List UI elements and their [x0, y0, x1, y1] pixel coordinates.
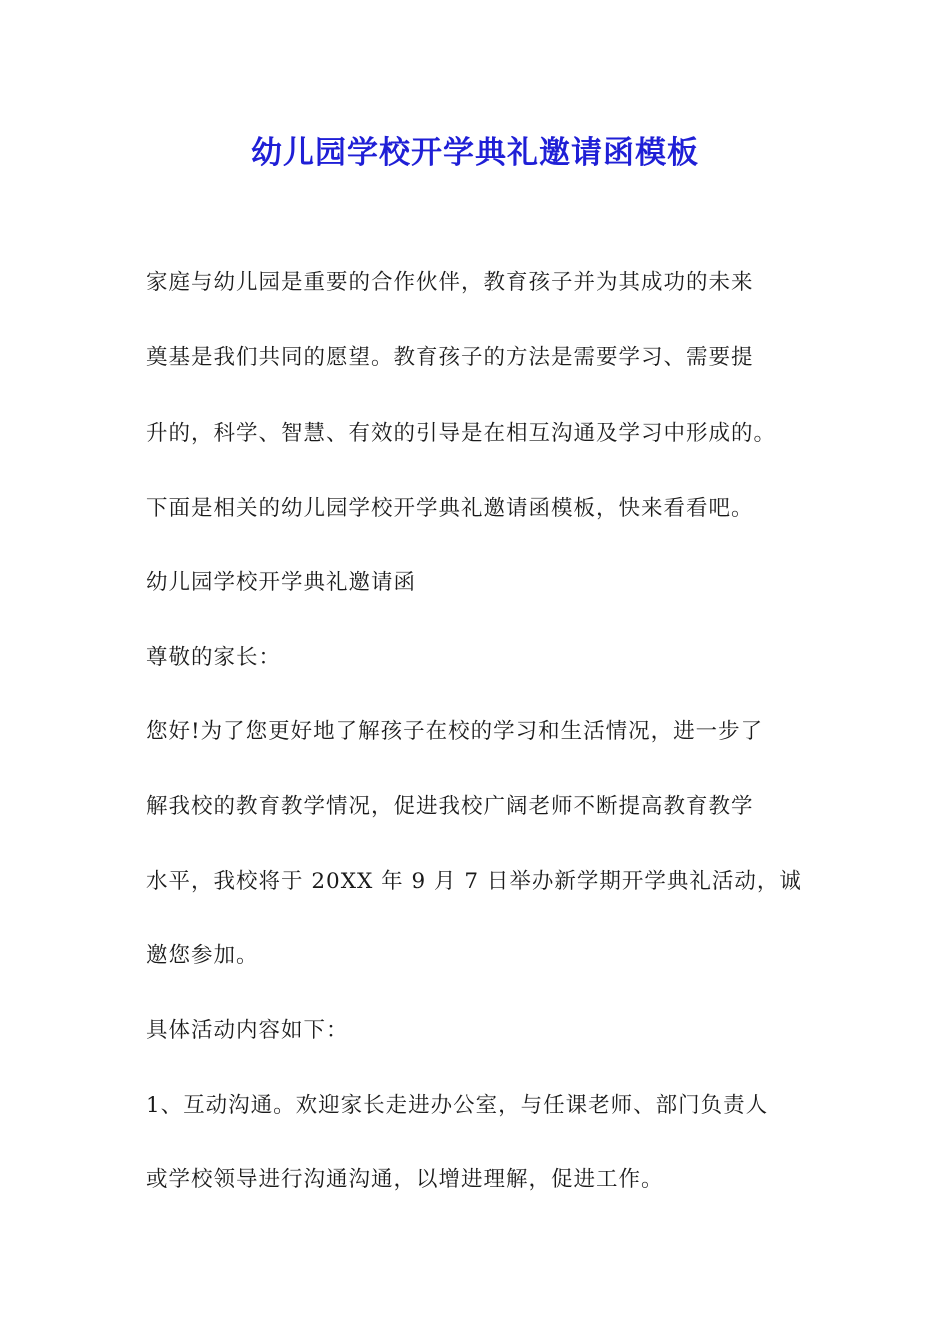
- salutation: 尊敬的家长：: [146, 645, 282, 670]
- body-line-1: 家庭与幼儿园是重要的合作伙伴，教育孩子并为其成功的未来: [146, 270, 754, 295]
- activity-item-1-line-1: 1、互动沟通。欢迎家长走进办公室，与任课老师、部门负责人: [146, 1093, 769, 1118]
- activities-intro: 具体活动内容如下：: [146, 1018, 349, 1043]
- body-line-3: 升的，科学、智慧、有效的引导是在相互沟通及学习中形成的。: [146, 421, 777, 446]
- body-line-10: 邀您参加。: [146, 943, 259, 968]
- body-line-9: 水平，我校将于 20XX 年 9 月 7 日举办新学期开学典礼活动，诚: [146, 869, 802, 894]
- body-line-2: 奠基是我们共同的愿望。教育孩子的方法是需要学习、需要提: [146, 345, 754, 370]
- body-line-7: 您好!为了您更好地了解孩子在校的学习和生活情况，进一步了: [146, 719, 764, 744]
- activity-item-1-line-2: 或学校领导进行沟通沟通，以增进理解，促进工作。: [146, 1167, 664, 1192]
- body-line-4: 下面是相关的幼儿园学校开学典礼邀请函模板，快来看看吧。: [146, 496, 754, 521]
- document-title: 幼儿园学校开学典礼邀请函模板: [251, 135, 699, 171]
- body-line-8: 解我校的教育教学情况，促进我校广阔老师不断提高教育教学: [146, 794, 754, 819]
- section-heading-invitation: 幼儿园学校开学典礼邀请函: [146, 570, 417, 595]
